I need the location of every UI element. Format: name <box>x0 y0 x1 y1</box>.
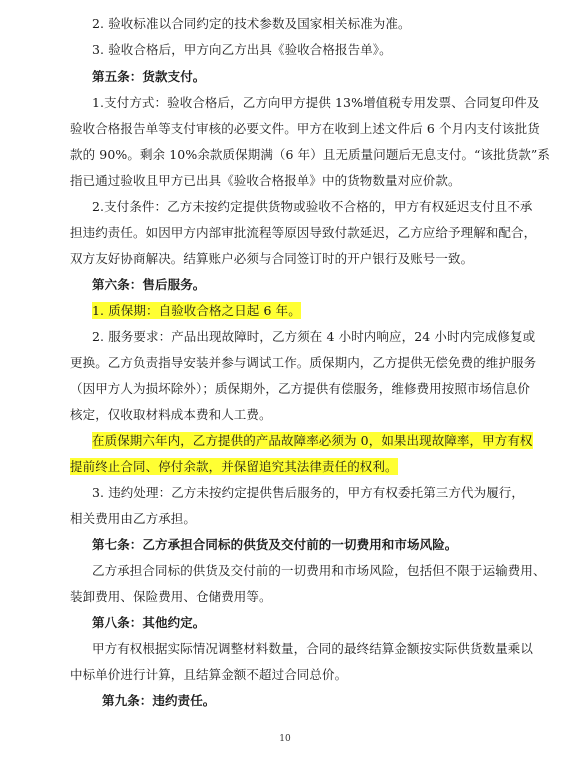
text-line: 乙方承担合同标的供货及交付前的一切费用和市场风险，包括但不限于运输费用、 <box>92 563 546 578</box>
text-line: 装卸费用、保险费用、仓储费用等。 <box>70 589 272 604</box>
text-line: 双方友好协商解决。结算账户必须与合同签订时的开户银行及账号一致。 <box>70 251 474 266</box>
highlighted-line <box>70 458 398 476</box>
section-heading: 第七条：乙方承担合同标的供货及交付前的一切费用和市场风险。 <box>92 537 458 552</box>
text-line: 甲方有权根据实际情况调整材料数量，合同的最终结算金额按实际供货数量乘以 <box>92 641 534 656</box>
highlighted-line <box>92 432 533 450</box>
text-line: 2. 验收标准以合同约定的技术参数及国家相关标准为准。 <box>92 16 411 31</box>
section-heading: 第五条：货款支付。 <box>92 69 206 84</box>
highlighted-line <box>92 302 301 320</box>
text-line: 2.支付条件：乙方未按约定提供货物或验收不合格的，甲方有权延迟支付且不承 <box>92 199 533 214</box>
highlight-text: 1. 质保期：自验收合格之日起 6 年。 <box>92 303 301 318</box>
text-line: （因甲方人为损坏除外）；质保期外，乙方提供有偿服务，维修费用按照市场信息价 <box>70 381 530 396</box>
text-line: 3. 违约处理：乙方未按约定提供售后服务的，甲方有权委托第三方代为履行， <box>92 485 525 500</box>
highlight-text: 提前终止合同、停付余款，并保留追究其法律责任的权利。 <box>70 459 398 474</box>
section-heading: 第六条：售后服务。 <box>92 277 206 292</box>
text-line: 款的 90%。剩余 10%余款质保期满（6 年）且无质量问题后无息支付。“该批货款”系 <box>70 147 551 162</box>
text-line: 3. 验收合格后，甲方向乙方出具《验收合格报告单》。 <box>92 42 392 57</box>
text-line: 指已通过验收且甲方已出具《验收合格报单》中的货物数量对应价款。 <box>70 173 461 188</box>
text-line: 中标单价进行计算，且结算金额不超过合同总价。 <box>70 667 348 682</box>
section-heading: 第九条：违约责任。 <box>102 693 216 708</box>
text-line: 更换。乙方负责指导安装并参与调试工作。质保期内，乙方提供无偿免费的维护服务 <box>70 355 537 370</box>
text-line: 担违约责任。如因甲方内部审批流程等原因导致付款延迟，乙方应给予理解和配合， <box>70 225 537 240</box>
text-line: 验收合格报告单等支付审核的必要文件。甲方在收到上述文件后 6 个月内支付该批货 <box>70 121 540 136</box>
text-line: 核定，仅收取材料成本费和人工费。 <box>70 407 272 422</box>
text-line: 2. 服务要求：产品出现故障时，乙方须在 4 小时内响应，24 小时内完成修复或 <box>92 329 536 344</box>
highlight-text: 在质保期六年内，乙方提供的产品故障率必须为 0，如果出现故障率，甲方有权 <box>92 433 533 448</box>
section-heading: 第八条：其他约定。 <box>92 615 206 630</box>
text-line: 相关费用由乙方承担。 <box>70 511 197 526</box>
page-number: 10 <box>279 734 291 744</box>
text-line: 1.支付方式：验收合格后，乙方向甲方提供 13%增值税专用发票、合同复印件及 <box>92 95 540 110</box>
